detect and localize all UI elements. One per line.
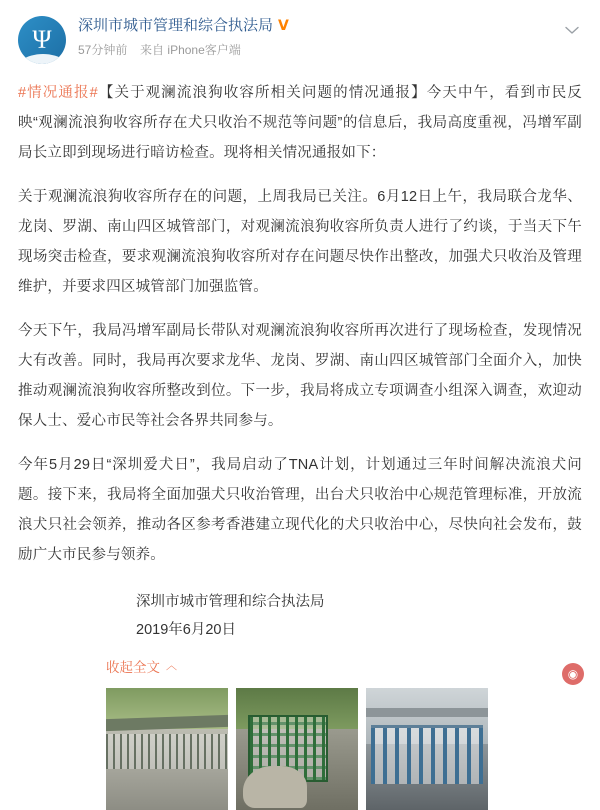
signature-org: 深圳市城市管理和综合执法局 [136,594,325,610]
verified-badge-icon: V [278,18,289,34]
post-image-3[interactable] [366,688,488,810]
signature-date: 2019年6月20日 [136,622,236,638]
post-image-2[interactable] [236,688,358,810]
post-paragraph-3: 今天下午，我局冯增军副局长带队对观澜流浪狗收容所再次进行了现场检查，发现情况大有改善。同时，我局再次要求龙华、龙岗、罗湖、南山四区城管部门全面介入，加快推动观澜流浪狗收容所整改到位。下一步，我局将成立专项调查小组深入调查，欢迎动保人士、爱心市民等社会各界共同参与。 [18,323,582,429]
avatar[interactable] [18,16,66,64]
chevron-up-icon: ︿ [166,659,177,672]
post-image-grid [18,688,582,810]
weibo-watermark-icon [562,663,584,685]
collapse-text-label: 收起全文 [106,660,160,675]
avatar-wave-decoration [18,54,66,64]
post-header [18,14,582,64]
chevron-down-icon[interactable] [562,20,582,40]
post-source-prefix: 来自 [140,43,165,57]
image-1-kennel-bars [106,734,228,768]
post-paragraph-4: 今年5月29日“深圳爱犬日”，我局启动了TNA计划，计划通过三年时间解决流浪犬问题。接下来，我局将全面加强犬只收治管理，出台犬只收治中心规范管理标准，开放流浪犬只社会领养，推动各区参考香港建立现代化的犬只收治中心，尽快向社会发布，鼓励广大市民参与领养。 [18,457,582,563]
weibo-watermark-glyph: ◉ [567,667,579,681]
image-2-rock [243,766,306,807]
account-name[interactable]: 深圳市城市管理和综合执法局 [78,17,274,34]
image-3-cages [371,725,483,784]
collapse-text-button[interactable] [18,656,582,676]
post-time: 57分钟前 [78,43,128,57]
post-header-text [78,14,289,58]
post-source[interactable]: iPhone客户端 [167,43,241,57]
post-image-1[interactable] [106,688,228,810]
image-3-beam [366,708,488,718]
post-content [18,78,582,570]
account-name-row [78,16,289,36]
post-paragraph-1-text: 【关于观澜流浪狗收容所相关问题的情况通报】今天中午，看到市民反映“观澜流浪狗收容所存在犬只收治不规范等问题”的信息后，我局高度重视，冯增军副局长立即到现场进行暗访检查。现将相关情况通报如下： [18,85,583,161]
post-topic-tag[interactable]: #情况通报# [18,85,98,101]
post-meta [78,42,289,58]
post-paragraph-1 [18,78,582,168]
post-paragraph-2: 关于观澜流浪狗收容所存在的问题，上周我局已关注。6月12日上午，我局联合龙华、龙岗、罗湖、南山四区城管部门，对观澜流浪狗收容所负责人进行了约谈，于当天下午现场突击检查，要求观澜流浪狗收容所对存在问题尽快作出整改，加强犬只收治及管理维护，并要求四区城管部门加强监管。 [18,189,582,295]
avatar-glyph: Ψ [32,25,52,54]
post-signature [18,588,582,644]
